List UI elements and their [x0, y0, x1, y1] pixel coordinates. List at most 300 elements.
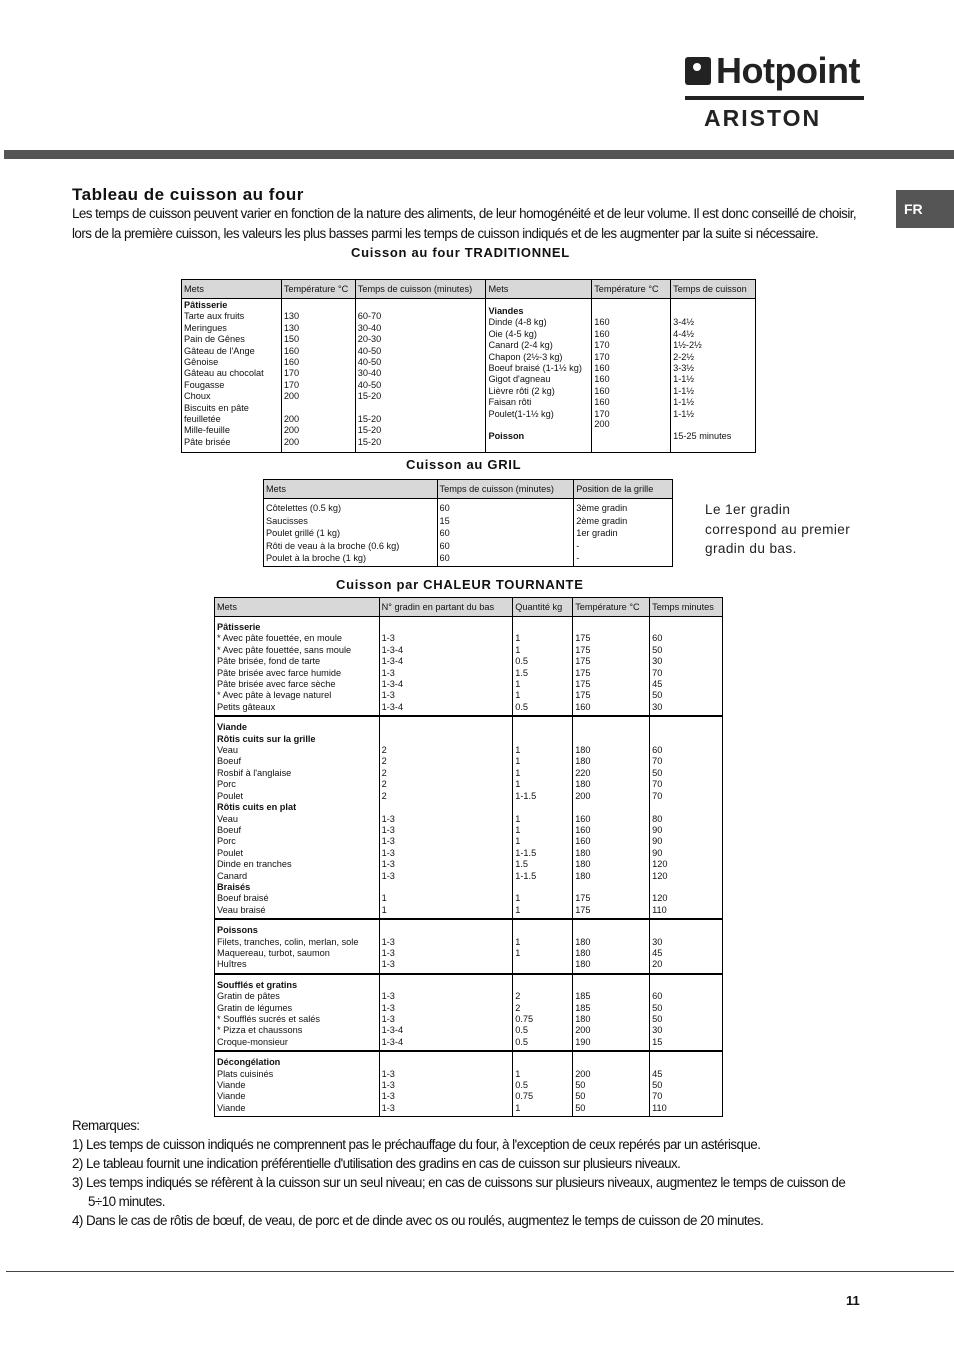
tourn-cell — [513, 974, 573, 1051]
tourn-header: Quantité kg — [513, 598, 573, 617]
trad-cell-text: 170 — [594, 408, 610, 419]
tourn-cell-text: 180 — [575, 756, 591, 767]
tourn-cell-text: 110 — [652, 1102, 667, 1113]
tourn-cell-text: 30 — [652, 936, 663, 947]
gril-cell-text: - — [576, 553, 580, 563]
tourn-cell-text: 0.5 — [515, 1036, 529, 1047]
tourn-cell — [650, 974, 723, 1051]
trad-cell-text: Faisan rôti — [488, 397, 532, 408]
tourn-cell-text: * Soufflés sucrés et salés — [217, 1014, 320, 1024]
grid-note — [705, 500, 885, 559]
tourn-cell-text: 1-3-4 — [381, 1025, 404, 1036]
remark-line: 4) Dans le cas de rôtis de bœuf, de veau, de porc et de dinde avec os ou roulés, augmentez le temps de cuisson de 20 minutes. — [72, 1213, 764, 1228]
tourn-cell-text: 1 — [381, 893, 387, 904]
tourn-cell-text: 1-3 — [381, 1091, 395, 1102]
trad-cell-text: Pain de Gênes — [184, 334, 245, 345]
tourn-cell-text: 180 — [575, 779, 591, 790]
tourn-cell-text: 2 — [381, 779, 387, 790]
tourn-cell — [379, 974, 513, 1051]
tourn-cell-text — [382, 925, 511, 936]
tourn-cell-text: 180 — [575, 847, 591, 858]
trad-title: Cuisson au four TRADITIONNEL — [351, 245, 570, 260]
tourn-cell-text: * Avec pâte à levage naturel — [217, 690, 332, 701]
cell-text — [594, 306, 668, 317]
trad-cell-text: 4-4½ — [673, 328, 695, 339]
tourn-cell-text: 175 — [575, 893, 591, 904]
tourn-cell-text: 70 — [652, 756, 663, 767]
trad-cell-text: 30-40 — [357, 368, 382, 379]
tourn-cell-text: 180 — [575, 745, 591, 756]
tourn-cell-text: 50 — [652, 690, 663, 701]
tourn-cell-text — [515, 980, 570, 991]
trad-cell-text: Poulet(1-1½ kg) — [488, 408, 554, 419]
tourn-cell-text: 1-3 — [381, 1068, 395, 1079]
tourn-cell-text: Canard — [217, 870, 248, 881]
tourn-cell-text: Pâte brisée avec farce humide — [217, 667, 342, 678]
tourn-cell-text: 175 — [575, 904, 591, 915]
tourn-cell-text: 200 — [575, 790, 591, 801]
tourn-cell — [573, 919, 650, 974]
tourn-cell-text: 50 — [652, 1080, 663, 1091]
tourn-cell-text: 1-3-4 — [381, 656, 404, 667]
tourn-cell — [215, 716, 380, 919]
tourn-cell-text: Maquereau, turbot, saumon — [217, 947, 330, 958]
gril-cell-text: Saucisses — [266, 515, 308, 526]
tourn-cell — [379, 1051, 513, 1117]
tourn-cell-text: 45 — [652, 679, 663, 690]
trad-cell-text: Meringues — [184, 322, 227, 333]
trad-cell-text: 160 — [594, 363, 610, 374]
tourn-cell-text: Porc — [217, 779, 236, 790]
tourn-cell-text: 0.5 — [515, 1025, 529, 1036]
gril-cell-text: 15 — [439, 515, 450, 526]
tourn-cell — [573, 974, 650, 1051]
trad-cell-text: 1-1½ — [673, 408, 695, 419]
tourn-cell-text: Veau braisé — [217, 904, 266, 915]
tourn-cell-text — [515, 734, 570, 745]
tourn-cell-text: 1-3-4 — [381, 679, 404, 690]
tourn-cell-text — [575, 980, 647, 991]
trad-cell-text: 15-20 — [357, 425, 382, 436]
gril-cell-text: - — [576, 540, 580, 551]
tourn-cell-text — [575, 1057, 647, 1068]
tourn-cell-text: 1-3 — [381, 667, 395, 678]
tourn-cell-text: 30 — [652, 701, 663, 712]
tourn-cell-text: 70 — [652, 779, 663, 790]
gril-header: Position de la grille — [574, 480, 673, 499]
trad-cell-text: 200 — [283, 436, 300, 447]
gril-header: Mets — [264, 480, 438, 499]
tourn-cell-text: Rosbif à l'anglaise — [217, 767, 292, 778]
trad-cell-text: Lièvre rôti (2 kg) — [488, 385, 555, 396]
tourn-cell — [513, 716, 573, 919]
tourn-cell-text: 180 — [575, 959, 591, 970]
gril-cell-text: 60 — [439, 540, 450, 551]
trad-cell-text: 160 — [594, 397, 610, 408]
tourn-cell-text: 70 — [652, 1091, 663, 1102]
tourn-cell-text — [515, 1057, 570, 1068]
tourn-cell-text: 1 — [515, 947, 521, 958]
tourn-cell-text: Décongélation — [217, 1057, 281, 1068]
tourn-cell — [650, 1051, 723, 1117]
tourn-group — [215, 716, 723, 919]
tourn-header: Temps minutes — [650, 598, 723, 617]
trad-cell-text: 170 — [283, 379, 300, 390]
tourn-cell-text: 180 — [575, 936, 591, 947]
tourn-cell-text: 1-3 — [381, 813, 395, 824]
intro-line-1: Les temps de cuisson peuvent varier en fonction de la nature des aliments, de leur homogénéité et de leur volume. Il est donc conseillé de choisir, — [72, 206, 857, 221]
header-bar — [4, 150, 954, 159]
tourn-cell-text: 15 — [652, 1036, 663, 1047]
trad-cell-text: 2-2½ — [673, 351, 695, 362]
tourn-cell-text — [515, 959, 570, 970]
tourn-cell-text: Viande — [217, 1080, 246, 1091]
cell-text — [284, 300, 353, 311]
trad-cell-text: 170 — [283, 368, 300, 379]
tourn-cell-text: Poulet — [217, 847, 244, 858]
tourn-cell-text: 50 — [575, 1091, 586, 1102]
tourn-cell-text: 1-3 — [381, 824, 395, 835]
tourn-cell-text: Gratin de légumes — [217, 1002, 293, 1013]
tourn-cell-text: 50 — [652, 767, 663, 778]
tourn-cell-text: 180 — [575, 870, 591, 881]
trad-section-heading: Pâtisserie — [184, 300, 228, 310]
trad-cell-text: 170 — [594, 351, 610, 362]
tourn-cell-text: 0.5 — [515, 701, 529, 712]
tourn-cell-text: 60 — [652, 745, 663, 756]
tourn-cell-text: 1-3 — [381, 936, 395, 947]
tourn-cell-text: 175 — [575, 690, 591, 701]
tourn-cell-text: 0.75 — [515, 1014, 534, 1024]
tourn-cell-text: 60 — [652, 633, 663, 644]
tourn-cell-text — [652, 622, 720, 633]
tourn-cell-text: 50 — [575, 1102, 586, 1113]
tourn-cell-text: 0.75 — [515, 1091, 534, 1102]
tourn-header: Mets — [215, 598, 380, 617]
trad-cell-text: 20-30 — [357, 334, 382, 345]
tourn-cell-text — [382, 980, 511, 991]
tourn-cell-text — [382, 734, 511, 745]
tourn-cell-text: 1.5 — [515, 667, 529, 678]
tourn-cell-text: 80 — [652, 813, 663, 824]
tourn-cell-text: 1-3-4 — [381, 644, 404, 655]
trad-cell-text: Tarte aux fruits — [184, 311, 245, 322]
trad-cell-text: Dinde (4-8 kg) — [488, 317, 547, 328]
tourn-cell-text: 50 — [575, 1080, 586, 1091]
gril-table — [263, 479, 673, 567]
tourn-cell-text: 50 — [652, 1002, 663, 1013]
tourn-cell-text: 2 — [515, 991, 521, 1002]
tourn-header: Température °C — [573, 598, 650, 617]
tourn-cell-text — [515, 722, 570, 733]
gril-cell-text: 60 — [439, 503, 450, 513]
tourn-cell-text: 1-1.5 — [515, 870, 537, 881]
tourn-cell-text: 1 — [515, 767, 521, 778]
tourn-cell-text: Poissons — [217, 925, 258, 936]
trad-cell-text: 130 — [283, 311, 300, 322]
trad-cell-text: 15-20 — [357, 391, 382, 402]
tourn-cell-text: 70 — [652, 667, 663, 678]
trad-cell-text: 200 — [283, 391, 300, 402]
remark-line: 2) Le tableau fournit une indication préférentielle d'utilisation des gradins en cas de cuisson sur plusieurs niveaux. — [72, 1156, 681, 1171]
trad-section-heading: Poisson — [488, 431, 525, 442]
note-line: correspond au premier — [705, 521, 851, 537]
trad-cell-text: 1½-2½ — [673, 340, 702, 351]
trad-cell — [281, 299, 355, 453]
tourn-cell-text — [382, 882, 511, 893]
trad-cell-text: 200 — [283, 425, 300, 436]
trad-cell-text: 1-1½ — [673, 397, 695, 408]
tourn-cell-text — [652, 1057, 720, 1068]
trad-cell-text: 160 — [283, 357, 300, 368]
tourn-cell-text: Porc — [217, 836, 236, 847]
tourn-cell-text: 1 — [515, 1102, 521, 1113]
tourn-cell-text: 1 — [381, 904, 387, 915]
gril-cell — [574, 499, 673, 567]
tourn-cell-text: 1-3 — [381, 1102, 395, 1113]
trad-cell-text: 40-50 — [357, 357, 382, 368]
tourn-cell — [650, 716, 723, 919]
tourn-cell-text: 180 — [575, 947, 591, 958]
tourn-cell-text: 1-3 — [381, 690, 395, 701]
tourn-cell-text: 30 — [652, 656, 663, 667]
trad-cell — [182, 299, 282, 453]
tourn-cell-text: Veau — [217, 813, 238, 824]
tourn-cell — [573, 617, 650, 717]
tourn-cell-text: 220 — [575, 767, 591, 778]
tourn-cell-text: Huîtres — [217, 959, 247, 970]
tourn-cell-text — [575, 882, 647, 893]
trad-cell-text: 15-20 — [357, 414, 382, 425]
tourn-cell-text: 70 — [652, 790, 663, 801]
tourn-cell-text: 175 — [575, 633, 591, 644]
trad-cell-text: 160 — [283, 345, 300, 356]
tourn-cell — [215, 919, 380, 974]
gril-cell-text: Rôti de veau à la broche (0.6 kg) — [266, 540, 400, 551]
gril-cell-text: 60 — [439, 528, 450, 538]
tourn-cell-text — [575, 734, 647, 745]
tourn-cell-text: 1-3 — [381, 947, 395, 958]
trad-header: Temps de cuisson (minutes) — [355, 280, 486, 299]
tourn-cell-text: 1-3-4 — [381, 1036, 404, 1047]
gril-cell-text: Côtelettes (0.5 kg) — [266, 503, 342, 513]
brand-logo-icon — [685, 57, 711, 85]
trad-header: Mets — [486, 280, 592, 299]
gril-title: Cuisson au GRIL — [406, 457, 522, 472]
tourn-cell-text: 1 — [515, 836, 521, 847]
tourn-cell-text: 1 — [515, 813, 521, 824]
trad-cell — [592, 299, 671, 453]
gril-cell-text: 60 — [439, 553, 450, 563]
tourn-cell — [379, 716, 513, 919]
tourn-cell-text: Dinde en tranches — [217, 859, 292, 870]
trad-header: Température °C — [281, 280, 355, 299]
tourn-cell — [379, 617, 513, 717]
tourn-cell-text: 1 — [515, 904, 521, 915]
trad-cell-text: Gigot d'agneau — [488, 374, 551, 385]
tourn-cell-text: 180 — [575, 859, 591, 870]
tourn-cell-text: 1-3 — [381, 959, 395, 970]
trad-section-heading: Viandes — [488, 306, 524, 316]
intro-line-2: lors de la première cuisson, les valeurs les plus basses parmi les temps de cuisson indiqués et de les augmenter par la suite si nécessaire. — [72, 226, 819, 241]
tourn-cell — [573, 716, 650, 919]
tourn-cell-text: * Pizza et chaussons — [217, 1025, 303, 1036]
tourn-cell-text: 50 — [652, 1014, 663, 1024]
trad-cell-text: Fougasse — [184, 379, 225, 390]
remark-line: 3) Les temps indiqués se réfèrent à la cuisson sur un seul niveau; en cas de cuissons sur plusieurs niveaux, augmentez le temps de cuisson de — [72, 1175, 846, 1190]
tourn-cell-text: 45 — [652, 947, 663, 958]
tourn-cell-text: 175 — [575, 667, 591, 678]
tourn-cell-text — [515, 622, 570, 633]
gril-cell — [437, 499, 574, 567]
tourn-cell-text: Pâte brisée, fond de tarte — [217, 656, 321, 667]
trad-cell-text: 1-1½ — [673, 385, 695, 396]
trad-cell-text — [284, 403, 353, 414]
trad-cell-text: Chapon (2½-3 kg) — [488, 351, 563, 362]
tourn-cell-text: 0.5 — [515, 1080, 529, 1091]
tourn-cell-text — [652, 980, 720, 991]
remarks-title: Remarques: — [72, 1118, 140, 1133]
cell-text — [358, 300, 484, 311]
gril-header: Temps de cuisson (minutes) — [437, 480, 574, 499]
trad-cell-text: 15-20 — [357, 436, 382, 447]
tourn-group — [215, 1051, 723, 1117]
tourn-cell-text: 175 — [575, 644, 591, 655]
gril-cell-text: 2ème gradin — [576, 515, 628, 526]
trad-header: Temps de cuisson — [671, 280, 756, 299]
tourn-cell-text: Boeuf — [217, 824, 242, 835]
note-line: gradin du bas. — [705, 541, 797, 556]
tourn-cell-text: 1-1.5 — [515, 847, 537, 858]
tourn-cell-text: Pâte brisée avec farce sèche — [217, 679, 336, 690]
trad-cell-text: Canard (2-4 kg) — [488, 340, 553, 351]
tourn-cell-text: 1-3 — [381, 836, 395, 847]
tourn-cell-text: Viande — [217, 1091, 246, 1102]
gril-cell — [264, 499, 438, 567]
tourn-cell-text: 1-3 — [381, 1080, 395, 1091]
tourn-header: N° gradin en partant du bas — [379, 598, 513, 617]
trad-cell-text: 200 — [594, 419, 610, 430]
tourn-cell-text: 2 — [381, 767, 387, 778]
tourn-cell-text: 30 — [652, 1025, 663, 1036]
tourn-cell-text: 1-3 — [381, 1014, 395, 1024]
tourn-cell-text — [575, 925, 647, 936]
trad-cell-text: Oie (4-5 kg) — [488, 328, 537, 339]
tourn-cell-text: Plats cuisinés — [217, 1068, 274, 1079]
tourn-cell-text: 200 — [575, 1068, 591, 1079]
tourn-cell-text: 60 — [652, 991, 663, 1002]
tourn-cell-text: 1-1.5 — [515, 790, 537, 801]
tourn-group — [215, 617, 723, 717]
tourn-cell-text: 1-3 — [381, 847, 395, 858]
trad-cell-text: 130 — [283, 322, 300, 333]
tourn-cell-text: 160 — [575, 701, 591, 712]
gril-cell-text: 3ème gradin — [576, 503, 628, 513]
tourn-cell-text: 120 — [652, 870, 668, 881]
tourn-cell-text — [515, 925, 570, 936]
tourn-cell — [513, 617, 573, 717]
tourn-cell — [573, 1051, 650, 1117]
tourn-cell-text: 90 — [652, 836, 663, 847]
tourn-cell-text: 2 — [381, 756, 387, 767]
trad-cell-text: 15-25 minutes — [673, 431, 732, 442]
tourn-cell-text — [575, 802, 647, 813]
tourn-cell — [215, 1051, 380, 1117]
tourn-cell-text: Petits gâteaux — [217, 701, 276, 712]
note-line: Le 1er gradin — [705, 502, 791, 517]
tourn-cell-text: Gratin de pâtes — [217, 991, 280, 1002]
trad-cell-text: Boeuf braisé (1-1½ kg) — [488, 363, 582, 374]
tourn-cell-text: 90 — [652, 847, 663, 858]
tourn-cell-text: * Avec pâte fouettée, sans moule — [217, 644, 352, 655]
tourn-cell — [650, 617, 723, 717]
trad-cell-text: 60-70 — [357, 311, 382, 322]
tourn-cell-text: 1 — [515, 1068, 521, 1079]
trad-header: Température °C — [592, 280, 671, 299]
tourn-cell-text: 1 — [515, 936, 521, 947]
tourn-cell-text: Viande — [217, 722, 247, 733]
tourn-cell-text: 0.5 — [515, 656, 529, 667]
tourn-cell-text: Viande — [217, 1102, 246, 1113]
brand-sub: ARISTON — [704, 105, 822, 131]
tourn-cell-text: 2 — [515, 1002, 521, 1013]
language-tab: FR — [896, 190, 954, 228]
trad-cell-text: 3-3½ — [673, 363, 695, 374]
tourn-cell-text: 1 — [515, 779, 521, 790]
trad-cell-text: 40-50 — [357, 345, 382, 356]
tourn-cell-text: 160 — [575, 813, 591, 824]
tourn-cell-text — [652, 722, 720, 733]
trad-cell-text: Choux — [184, 391, 211, 402]
brand-name: Hotpoint — [716, 50, 860, 91]
tourn-title: Cuisson par CHALEUR TOURNANTE — [336, 577, 584, 592]
cell-text — [673, 306, 753, 317]
tourn-cell-text: 1 — [515, 745, 521, 756]
tourn-cell-text — [515, 802, 570, 813]
tourn-cell-text — [575, 722, 647, 733]
gril-cell-text: Poulet grillé (1 kg) — [266, 528, 341, 538]
tourn-cell — [215, 617, 380, 717]
tourn-cell-text: 120 — [652, 893, 668, 904]
tourn-cell-text: 1-3 — [381, 870, 395, 881]
tourn-cell-text: Rôtis cuits sur la grille — [217, 733, 316, 744]
tourn-table — [214, 597, 723, 1117]
brand-divider — [685, 96, 864, 100]
tourn-cell-text — [382, 622, 511, 633]
trad-cell-text: 170 — [594, 340, 610, 351]
trad-cell-text: 40-50 — [357, 379, 382, 390]
tourn-cell-text: Rôtis cuits en plat — [217, 802, 297, 813]
tourn-cell-text: Veau — [217, 745, 238, 756]
tourn-cell-text: Braisés — [217, 881, 251, 892]
tourn-cell — [379, 919, 513, 974]
remark-line: 5÷10 minutes. — [88, 1194, 165, 1209]
trad-cell-text: Mille-feuille — [184, 425, 230, 436]
tourn-cell-text — [652, 882, 720, 893]
trad-cell-text: 160 — [594, 385, 610, 396]
trad-cell-text: 160 — [594, 374, 610, 385]
tourn-cell-text: 1 — [515, 824, 521, 835]
tourn-cell-text: 160 — [575, 836, 591, 847]
tourn-cell-text: 45 — [652, 1068, 663, 1079]
tourn-cell-text: 185 — [575, 1002, 591, 1013]
page-title: Tableau de cuisson au four — [72, 185, 304, 204]
gril-cell-text: Poulet à la broche (1 kg) — [266, 553, 367, 563]
tourn-cell-text: 1-3 — [381, 859, 395, 870]
tourn-group — [215, 919, 723, 974]
trad-cell-text: 160 — [594, 317, 610, 328]
trad-cell-text — [358, 403, 484, 414]
